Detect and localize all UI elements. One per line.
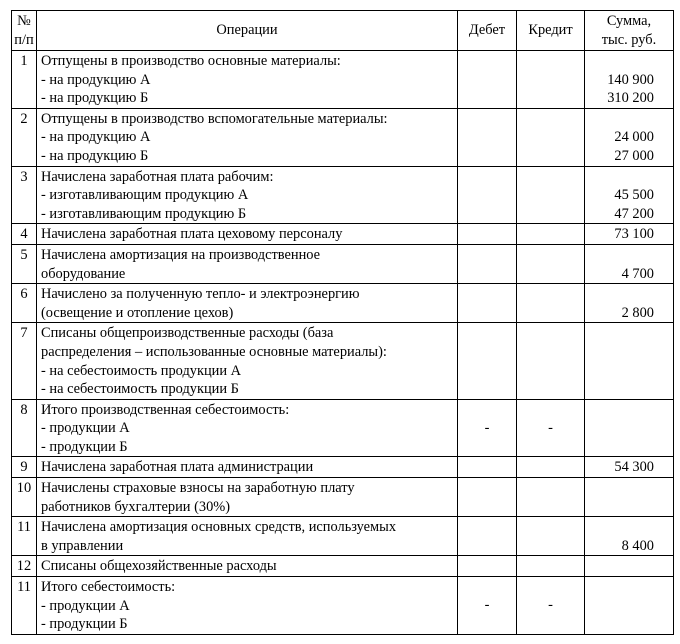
row-credit	[517, 244, 585, 283]
operation-line: Начислена амортизация на производственное	[41, 246, 321, 263]
sum-line: 2 800	[621, 304, 654, 321]
sum-line	[589, 438, 654, 457]
row-operation	[37, 478, 458, 517]
row-operation	[37, 108, 458, 166]
row-sum	[585, 478, 674, 517]
sum-line	[589, 168, 654, 187]
table-row	[12, 284, 674, 323]
row-sum	[585, 166, 674, 224]
sum-line: 140 900	[607, 71, 654, 88]
sum-line	[589, 578, 654, 597]
row-debit: -	[458, 577, 517, 635]
header-debit: Дебет	[458, 11, 517, 51]
sum-line: 8 400	[621, 537, 654, 554]
operation-line: Списаны общепроизводственные расходы (база	[41, 325, 334, 342]
operation-line: оборудование	[41, 265, 126, 282]
row-credit	[517, 556, 585, 577]
operation-line: Отпущены в производство вспомогательные материалы:	[41, 110, 388, 127]
row-operation	[37, 323, 458, 399]
table-row	[12, 108, 674, 166]
row-operation	[37, 517, 458, 556]
operation-line: Начислены страховые взносы на заработную плату	[41, 480, 355, 497]
row-credit	[517, 166, 585, 224]
row-sum	[585, 399, 674, 457]
operation-line: Начислена заработная плата рабочим:	[41, 168, 274, 185]
row-number: 6	[12, 284, 37, 323]
sum-line: 73 100	[614, 226, 654, 243]
sum-line	[589, 362, 654, 381]
row-number: 11	[12, 517, 37, 556]
row-operation	[37, 51, 458, 109]
table-row	[12, 224, 674, 245]
row-credit	[517, 457, 585, 478]
operations-table-wrapper	[11, 10, 673, 635]
row-sum	[585, 556, 674, 577]
row-debit	[458, 478, 517, 517]
row-sum	[585, 108, 674, 166]
row-number: 9	[12, 457, 37, 478]
row-credit	[517, 224, 585, 245]
row-operation	[37, 457, 458, 478]
row-debit	[458, 166, 517, 224]
sum-line: 54 300	[614, 459, 654, 476]
sum-line	[589, 401, 654, 420]
operation-line: Начислена заработная плата цеховому персоналу	[41, 226, 343, 243]
sum-line	[589, 498, 654, 517]
header-line: №	[17, 12, 31, 29]
operation-line: Итого производственная себестоимость:	[41, 401, 290, 418]
row-number: 12	[12, 556, 37, 577]
row-sum	[585, 517, 674, 556]
row-operation	[37, 399, 458, 457]
header-sum	[585, 11, 674, 51]
table-row	[12, 556, 674, 577]
operation-line: - на продукцию А	[41, 71, 151, 88]
row-credit	[517, 51, 585, 109]
operation-line: - продукции Б	[41, 438, 128, 455]
row-sum	[585, 284, 674, 323]
operation-line: - продукции А	[41, 597, 130, 614]
operations-table	[11, 10, 674, 635]
sum-line: 45 500	[614, 187, 654, 204]
operation-line: в управлении	[41, 537, 124, 554]
row-debit: -	[458, 399, 517, 457]
row-debit	[458, 108, 517, 166]
header-line: тыс. руб.	[601, 31, 657, 48]
sum-line	[589, 110, 654, 129]
row-sum	[585, 323, 674, 399]
operation-line: распределения – использованные основные материалы):	[41, 343, 387, 360]
row-credit	[517, 478, 585, 517]
row-number: 8	[12, 399, 37, 457]
sum-line: 4 700	[621, 265, 654, 282]
table-row	[12, 478, 674, 517]
row-credit	[517, 517, 585, 556]
sum-line	[589, 419, 654, 438]
sum-line	[589, 246, 654, 265]
row-debit	[458, 556, 517, 577]
row-number: 10	[12, 478, 37, 517]
row-operation	[37, 244, 458, 283]
row-number: 5	[12, 244, 37, 283]
row-operation	[37, 166, 458, 224]
operation-line: работников бухгалтерии (30%)	[41, 498, 231, 515]
operation-line: Отпущены в производство основные материалы:	[41, 53, 341, 69]
row-credit: -	[517, 399, 585, 457]
sum-line	[589, 597, 654, 616]
row-sum	[585, 224, 674, 245]
sum-line: 24 000	[614, 129, 654, 146]
operation-line: - на продукцию Б	[41, 147, 149, 164]
header-operation: Операции	[37, 11, 458, 51]
operation-line: - на себестоимость продукции Б	[41, 381, 239, 398]
sum-line: 27 000	[614, 147, 654, 164]
table-row	[12, 51, 674, 109]
table-header-row	[12, 11, 674, 51]
table-row	[12, 457, 674, 478]
row-credit	[517, 323, 585, 399]
sum-line	[589, 557, 654, 576]
table-row	[12, 577, 674, 635]
sum-line	[589, 324, 654, 343]
row-number: 7	[12, 323, 37, 399]
header-num	[12, 11, 37, 51]
row-operation	[37, 556, 458, 577]
row-number: 2	[12, 108, 37, 166]
row-debit	[458, 284, 517, 323]
operation-line: Начислено за полученную тепло- и электроэнергию	[41, 286, 360, 303]
row-number: 3	[12, 166, 37, 224]
header-line: Сумма,	[606, 12, 652, 29]
sum-line	[589, 615, 654, 634]
sum-line: 310 200	[607, 90, 654, 107]
header-line: п/п	[14, 31, 34, 48]
table-row	[12, 399, 674, 457]
row-number: 11	[12, 577, 37, 635]
operation-line: (освещение и отопление цехов)	[41, 304, 234, 321]
row-sum	[585, 577, 674, 635]
row-number: 4	[12, 224, 37, 245]
row-debit	[458, 224, 517, 245]
operation-line: Списаны общехозяйственные расходы	[41, 558, 277, 575]
table-row	[12, 517, 674, 556]
operation-line: - на себестоимость продукции А	[41, 362, 242, 379]
row-debit	[458, 244, 517, 283]
table-body	[12, 51, 674, 635]
operation-line: - на продукцию Б	[41, 90, 149, 107]
sum-line	[589, 285, 654, 304]
row-operation	[37, 284, 458, 323]
operation-line: - изготавливающим продукцию А	[41, 187, 249, 204]
operation-line: - на продукцию А	[41, 129, 151, 146]
sum-line	[589, 52, 654, 71]
row-debit	[458, 517, 517, 556]
row-sum	[585, 244, 674, 283]
header-credit: Кредит	[517, 11, 585, 51]
operation-line: - продукции А	[41, 420, 130, 437]
sum-line: 47 200	[614, 205, 654, 222]
row-operation	[37, 577, 458, 635]
operation-line: - продукции Б	[41, 616, 128, 633]
sum-line	[589, 518, 654, 537]
operation-line: - изготавливающим продукцию Б	[41, 205, 247, 222]
row-credit: -	[517, 577, 585, 635]
sum-line	[589, 380, 654, 399]
sum-line	[589, 343, 654, 362]
row-debit	[458, 457, 517, 478]
operation-line: Итого себестоимость:	[41, 579, 176, 596]
row-debit	[458, 51, 517, 109]
row-sum	[585, 457, 674, 478]
operation-line: Начислена амортизация основных средств, используемых	[41, 519, 397, 536]
table-row	[12, 166, 674, 224]
row-operation	[37, 224, 458, 245]
row-credit	[517, 284, 585, 323]
row-credit	[517, 108, 585, 166]
row-sum	[585, 51, 674, 109]
row-number: 1	[12, 51, 37, 109]
table-row	[12, 323, 674, 399]
operation-line: Начислена заработная плата администрации	[41, 459, 314, 476]
sum-line	[589, 479, 654, 498]
row-debit	[458, 323, 517, 399]
table-row	[12, 244, 674, 283]
